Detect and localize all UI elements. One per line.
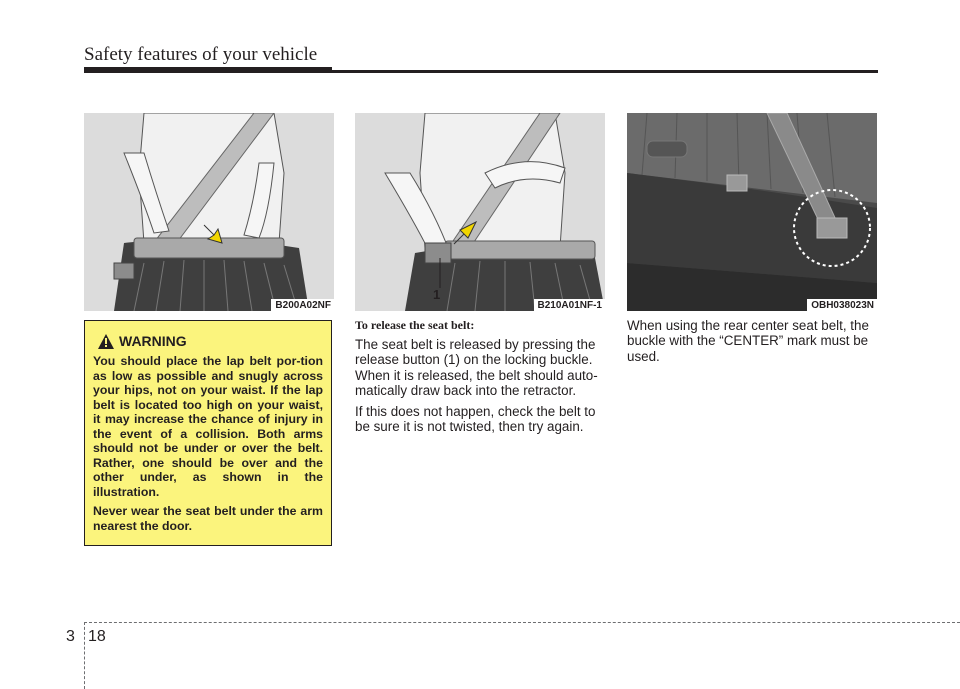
- arrow-icon: [450, 218, 480, 248]
- release-button-illustration: [355, 113, 605, 311]
- figure-code: B210A01NF-1: [534, 299, 605, 311]
- warning-paragraph: You should place the lap belt por-tion as low as possible and snugly across your hips, not on your waist. If the lap belt is located too high on your waist, it may increase the chance of injury in the event of a collision. Both arms should not be under or over the belt. Rather, one should be over and the other under, as shown in the illustration.: [93, 354, 323, 499]
- warning-header: [98, 333, 323, 349]
- release-heading: To release the seat belt:: [355, 318, 475, 332]
- header-rule-accent: [84, 67, 332, 73]
- warning-triangle-icon: [98, 334, 114, 349]
- page-header-title: Safety features of your vehicle: [84, 44, 318, 65]
- release-paragraph: If this does not happen, check the belt to be sure it is not twisted, then try again.: [355, 404, 596, 435]
- arrow-icon: [202, 221, 226, 245]
- release-paragraph: The seat belt is released by pressing the release button (1) on the locking buckle. When it is released, the belt should auto-matically draw back into the retractor.: [355, 337, 598, 398]
- figure-code: OBH038023N: [807, 299, 877, 311]
- figure-release-button: [355, 113, 605, 311]
- page-number: 18: [88, 628, 106, 645]
- release-section: [355, 318, 605, 441]
- figure-rear-center-seat: [627, 113, 877, 311]
- rear-center-paragraph: When using the rear center seat belt, the buckle with the “CENTER” mark must be used.: [627, 318, 869, 364]
- chapter-number: 3: [66, 628, 75, 645]
- rear-center-section: [627, 318, 877, 370]
- figure-lap-belt: [84, 113, 334, 311]
- warning-paragraph: Never wear the seat belt under the arm nearest the door.: [93, 504, 323, 533]
- warning-box: [84, 320, 332, 546]
- figure-code: B200A02NF: [271, 299, 334, 311]
- rear-seat-illustration: [627, 113, 877, 311]
- lap-belt-illustration: [84, 113, 334, 311]
- footer-divider: [84, 622, 960, 623]
- warning-title: WARNING: [119, 333, 187, 349]
- figure-callout-1: 1: [433, 287, 441, 302]
- footer-vertical-divider: [84, 622, 85, 689]
